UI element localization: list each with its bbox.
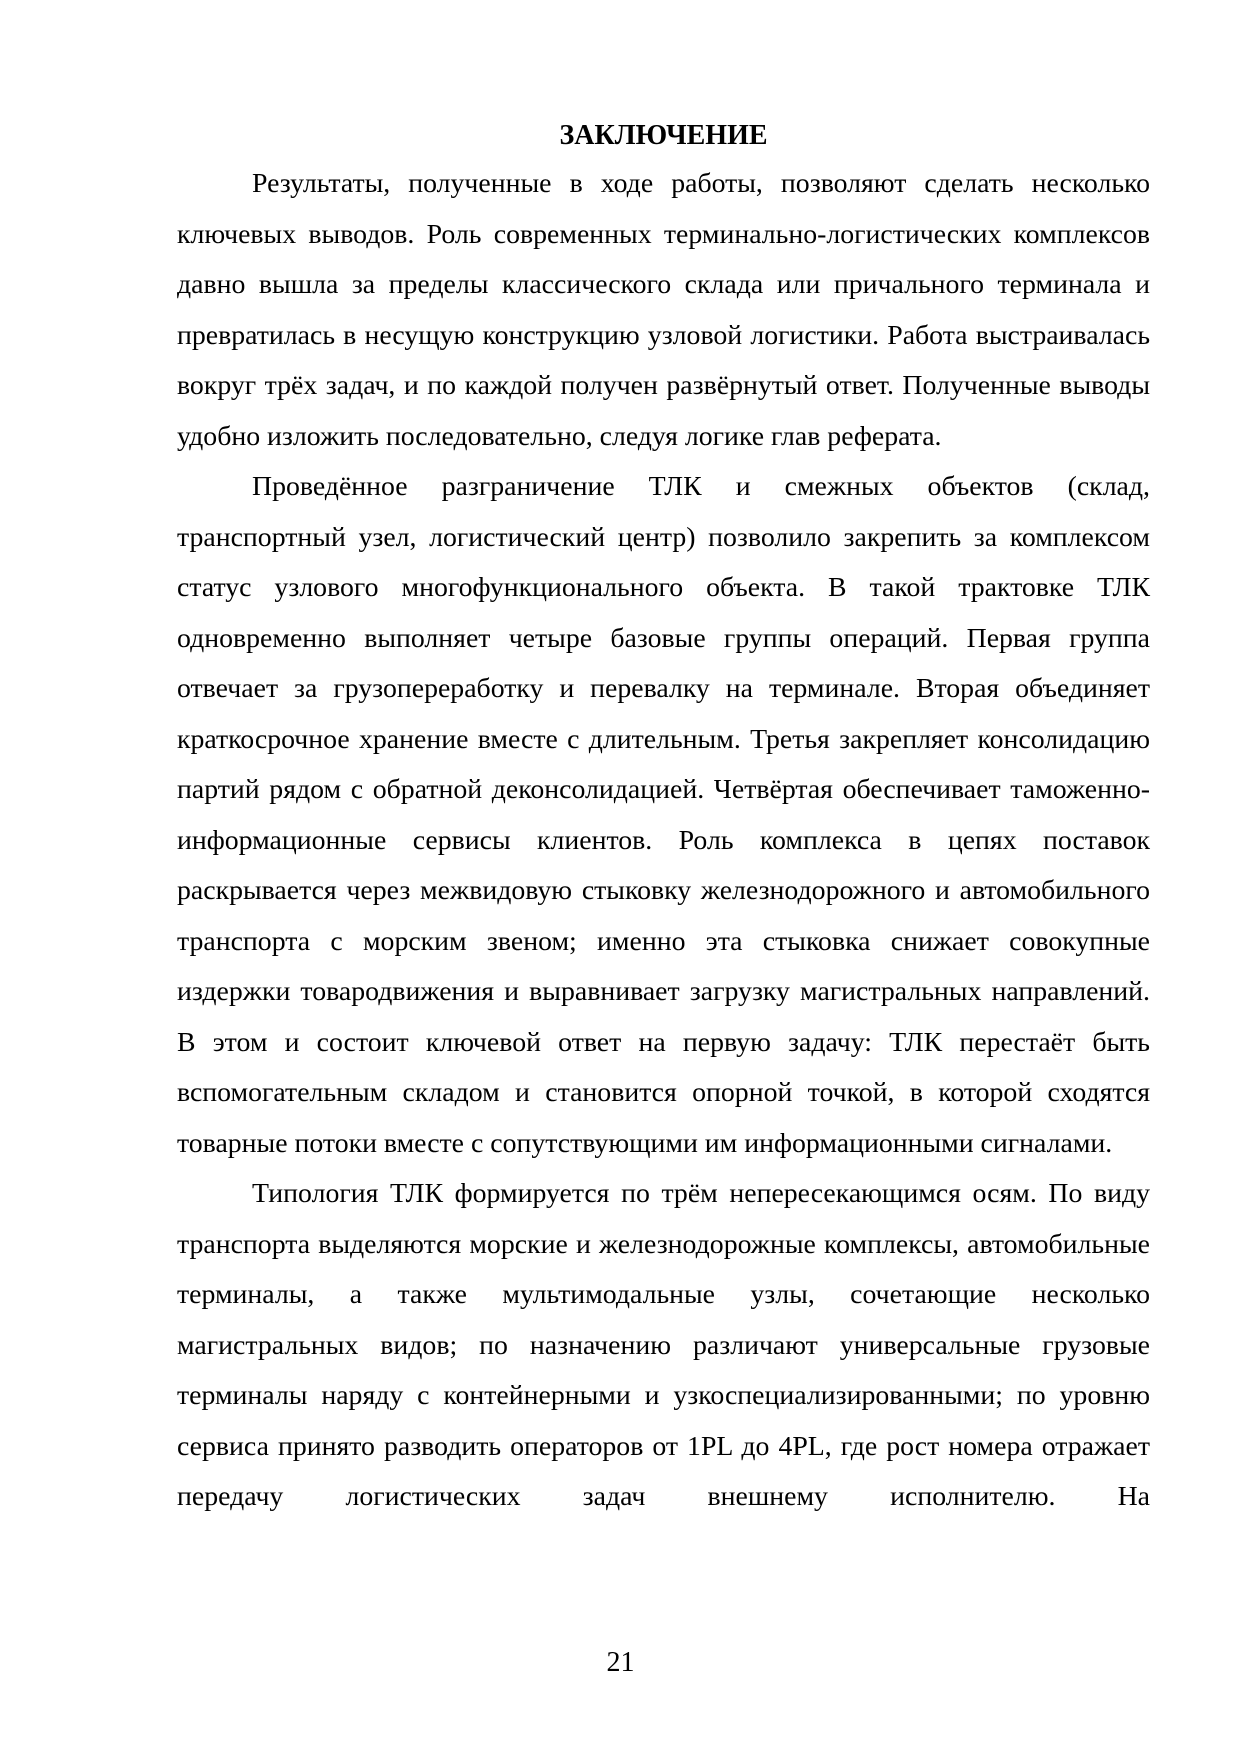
section-heading: ЗАКЛЮЧЕНИЕ: [559, 120, 768, 151]
paragraph-2: Проведённое разграничение ТЛК и смежных объектов (склад, транспортный узел, логистический центр) позволило закрепить за комплексом статус узлового многофункционального объекта. В такой трактовке ТЛК одновременно выполняет четыре базовые группы операций. Первая группа отвечает за грузопереработку и перевалку на терминале. Вторая объединяет краткосрочное хранение вместе с длительным. Третья закрепляет консолидацию партий рядом с обратной деконсолидацией. Четвёртая обеспечивает таможенно-информационные сервисы клиентов. Роль комплекса в цепях поставок раскрывается через межвидовую стыковку железнодорожного и автомобильного транспорта с морским звеном; именно эта стыковка снижает совокупные издержки товародвижения и выравнивает загрузку магистральных направлений. В этом и состоит ключевой ответ на первую задачу: ТЛК перестаёт быть вспомогательным складом и становится опорной точкой, в которой сходятся товарные потоки вместе с сопутствующими им информационными сигналами.: [177, 471, 1150, 1159]
paragraph-1: Результаты, полученные в ходе работы, позволяют сделать несколько ключевых выводов. Роль современных терминально-логистических комплексов давно вышла за пределы классического склада или причального терминала и превратилась в несущую конструкцию узловой логистики. Работа выстраивалась вокруг трёх задач, и по каждой получен развёрнутый ответ. Полученные выводы удобно изложить последовательно, следуя логике глав реферата.: [177, 168, 1150, 452]
body-text: [177, 159, 1150, 1523]
page-number: 21: [606, 1647, 635, 1678]
paragraph-3: Типология ТЛК формируется по трём непересекающимся осям. По виду транспорта выделяются морские и железнодорожные комплексы, автомобильные терминалы, а также мультимодальные узлы, сочетающие несколько магистральных видов; по назначению различают универсальные грузовые терминалы наряду с контейнерными и узкоспециализированными; по уровню сервиса принято разводить операторов от 1PL до 4PL, где рост номера отражает передачу логистических задач внешнему исполнителю. На: [177, 1178, 1150, 1512]
